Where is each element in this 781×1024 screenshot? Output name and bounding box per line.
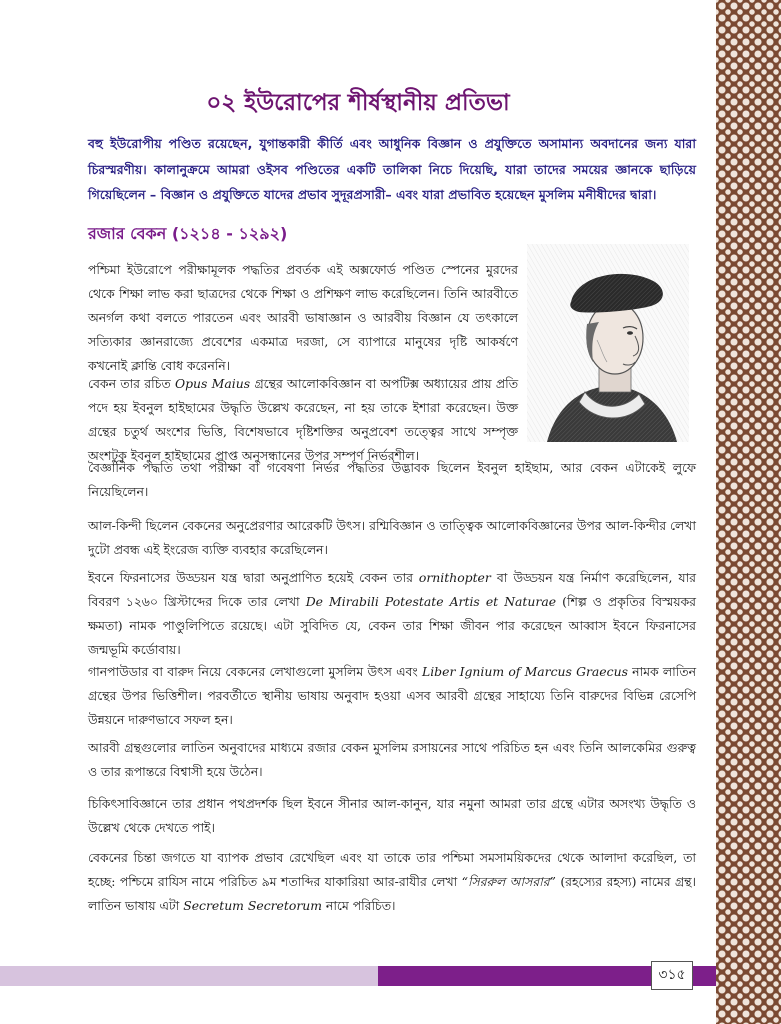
book-title-de-mirabili: De Mirabili Potestate Artis et Naturae [305, 594, 557, 609]
page-number: ৩১৫ [651, 961, 693, 990]
paragraph-5-text-b: নামক লাতিন গ্রন্থের উপর ভিত্তিশীল। পরবর্তীতে স্থানীয় ভাষায় অনুবাদ হওয়া এসব আরবী গ্রন্থের সাহায্যে তিনি বারুদের বিভিন্ন রেসেপি উন্নয়নে দারুণভাবে সফল হন। [88, 664, 696, 727]
footer-bar-light [0, 966, 378, 986]
paragraph-7: চিকিৎসাবিজ্ঞানে তার প্রধান পথপ্রদর্শক ছিল ইবনে সীনার আল-কানুন, যার নমুনা আমরা তার গ্রন্থে এটার অসংখ্য উদ্ধৃতি ও উল্লেখ থেকে দেখতে পাই। [88, 796, 696, 835]
paragraph-4-text-c: (শিল্প ও প্রকৃতির বিস্ময়কর ক্ষমতা) নামক পাণ্ডুলিপিতে রয়েছে। এটা সুবিদিত যে, বেকন তার শিক্ষা জীবন পার করেছেন আব্বাস ইবনে ফিরনাসের জন্মভূমি কর্ডোবায়। [88, 594, 696, 657]
portrait-engraving-icon [527, 244, 689, 442]
book-title-opus-maius: Opus Maius [174, 376, 251, 391]
paragraph-2 [88, 372, 518, 468]
book-title-liber-ignium: Liber Ignium of Marcus Graecus [421, 664, 628, 679]
paragraph-8-text-c: নামে পরিচিত। [321, 898, 396, 913]
section-heading: রজার বেকন (১২১৪ - ১২৯২) [88, 224, 288, 243]
paragraph-2-continued: বৈজ্ঞানিক পদ্ধতি তথা পরীক্ষা বা গবেষণা নির্ভর পদ্ধতির উদ্ভাবক ছিলেন ইবনুল হাইছাম, আর বেকন এটাকেই লুফে নিয়েছিলেন। [88, 460, 696, 499]
paragraph-8 [88, 846, 696, 918]
paragraph-5 [88, 660, 696, 732]
intro-paragraph: বহু ইউরোপীয় পণ্ডিত রয়েছেন, যুগান্তকারী কীর্তি এবং আধুনিক বিজ্ঞান ও প্রযুক্তিতে অসামান্য অবদানের জন্য যারা চিরস্মরণীয়। কালানুক্রমে আমরা ওইসব পণ্ডিতের একটি তালিকা নিচে দিয়েছি, যারা তাদের সময়ের জ্ঞানকে ছাড়িয়ে গিয়েছিলেন – বিজ্ঞান ও প্রযুক্তিতে যাদের প্রভাব সুদূরপ্রসারী– এবং যারা প্রভাবিত হয়েছেন মুসলিম মনীষীদের দ্বারা। [88, 136, 696, 202]
book-title-sirrul-asrar: “সিররুল আসরার” [461, 874, 556, 889]
term-ornithopter: ornithopter [418, 570, 491, 585]
page-title: ০২ ইউরোপের শীর্ষস্থানীয় প্রতিভা [206, 90, 510, 116]
paragraph-4 [88, 566, 696, 662]
paragraph-1: পশ্চিমা ইউরোপে পরীক্ষামূলক পদ্ধতির প্রবর্তক এই অক্সফোর্ড পণ্ডিত স্পেনের মুরদের থেকে শিক্ষা লাভ করা ছাত্রদের থেকে শিক্ষা ও প্রশিক্ষণ লাভ করেছিলেন। তিনি আরবীতে অনর্গল কথা বলতে পারতেন এবং আরবী ভাষাজ্ঞান ও আরবীয় বিজ্ঞান যে তৎকালে সত্যিকার জ্ঞানরাজ্যে প্রবেশের একমাত্র দরজা, সে ব্যাপারে মানুষের দৃষ্টি আকর্ষণে কখনোই ক্লান্তি বোধ করেননি। [88, 262, 518, 373]
book-title-secretum-secretorum: Secretum Secretorum [183, 898, 322, 913]
paragraph-6: আরবী গ্রন্থগুলোর লাতিন অনুবাদের মাধ্যমে রজার বেকন মুসলিম রসায়নের সাথে পরিচিত হন এবং তিনি আলকেমির গুরুত্ব ও তার রূপান্তরে বিশ্বাসী হয়ে উঠেন। [88, 740, 696, 779]
paragraph-2-text-a: বেকন তার রচিত [88, 376, 175, 391]
paragraph-5-text-a: গানপাউডার বা বারুদ নিয়ে বেকনের লেখাগুলো মুসলিম উৎস এবং [88, 664, 422, 679]
paragraph-8-text-b: (রহস্যের রহস্য) নামের গ্রন্থ। লাতিন ভাষায় এটা [88, 874, 696, 913]
paragraph-4-text-a: ইবনে ফিরনাসের উড্ডয়ন যন্ত্র দ্বারা অনুপ্রাণিত হয়েই বেকন তার [88, 570, 419, 585]
paragraph-4-text-b: বা উড্ডয়ন যন্ত্র নির্মাণ করেছিলেন, যার বিবরণ ১২৬০ খ্রিস্টাব্দের দিকে তার লেখা [88, 570, 696, 609]
roger-bacon-portrait [527, 244, 689, 442]
paragraph-8-text-a: বেকনের চিন্তা জগতে যা ব্যাপক প্রভাব রেখেছিল এবং যা তাকে তার পশ্চিমা সমসাময়িকদের থেকে আলাদা করেছিল, তা হচ্ছে: পশ্চিমে রাযিস নামে পরিচিত ৯ম শতাব্দির যাকারিয়া আর-রাযীর লেখা [88, 850, 696, 889]
paragraph-3: আল-কিন্দী ছিলেন বেকনের অনুপ্রেরণার আরেকটি উৎস। রশ্মিবিজ্ঞান ও তাত্ত্বিক আলোকবিজ্ঞানের উপর আল-কিন্দীর লেখা দুটো প্রবন্ধ এই ইংরেজ ব্যক্তি ব্যবহার করেছিলেন। [88, 518, 696, 557]
decorative-border-pattern [716, 0, 781, 1024]
paragraph-2-text-b: গ্রন্থের আলোকবিজ্ঞান বা অপটিক্স অধ্যায়ের প্রায় প্রতি পদে হয় ইবনুল হাইছামের উদ্ধৃতি উল্লেখ করেছেন, না হয় তাকে ইশারা করেছেন। উক্ত গ্রন্থের চতুর্থ অংশের ভিত্তি, বিশেষভাবে দৃষ্টিশক্তির অনুপ্রবেশ তত্ত্বের সাথে সম্পৃক্ত অংশটুকু ইবনুল হাইছামের প্রাপ্ত অনুসন্ধানের উপর সম্পূর্ণ নির্ভরশীল। [88, 376, 518, 463]
